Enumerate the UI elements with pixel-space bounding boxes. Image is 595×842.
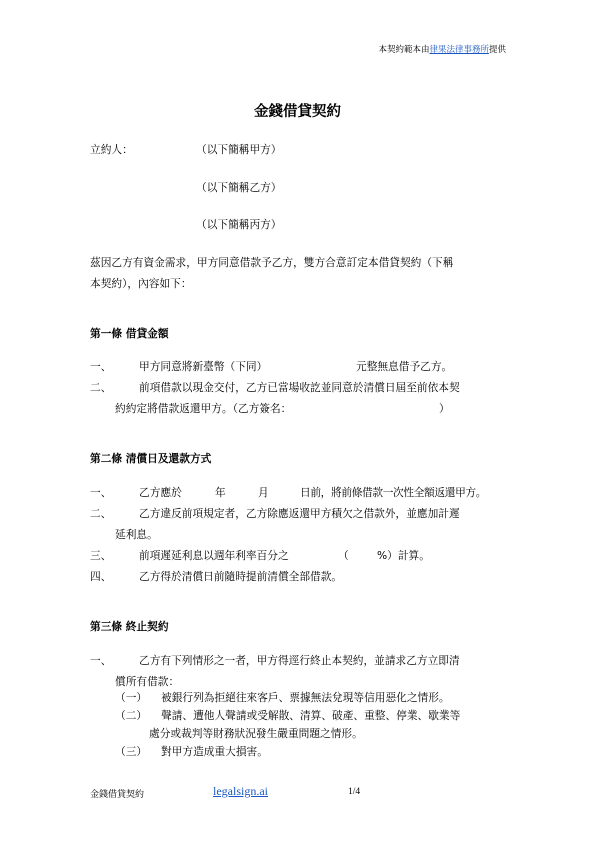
- article-2-item-4-text: 乙方得於清償日前隨時提前清償全部借款。: [139, 570, 343, 583]
- article-3-sub-1-no: （一）: [115, 691, 148, 704]
- article-2-item-1-text-c: 月: [258, 486, 269, 499]
- article-2-item-1-no: 一、: [90, 486, 112, 499]
- article-2-item-4-no: 四、: [90, 570, 112, 583]
- article-2-item-3-text-a: 前項遲延利息以週年利率百分之: [139, 549, 289, 562]
- article-2-item-3-text-b: （: [338, 549, 349, 562]
- parties-label: 立約人：: [90, 143, 133, 156]
- article-2-item-1-text-d: 日前，將前條借款一次性全額返還甲方。: [300, 486, 487, 499]
- article-2-item-1-text-b: 年: [215, 486, 226, 499]
- article-2-item-2-line-2: 延利息。: [115, 528, 158, 541]
- page-header: [378, 43, 506, 55]
- article-1-item-1-text-a: 甲方同意將新臺幣（下同）: [139, 360, 268, 373]
- article-3-item-1-line-2: 償所有借款：: [115, 675, 180, 688]
- preamble-line-2: 本契約），內容如下：: [90, 277, 192, 290]
- document-title: 金錢借貸契約: [254, 104, 341, 120]
- article-3-sub-2-line-1: 聲請、遭他人聲請或受解散、清算、破產、重整、停業、歇業等: [161, 709, 461, 722]
- article-1-item-2-line-2a: 約約定將借款返還甲方。（乙方簽名：: [115, 402, 292, 415]
- article-2-item-2-line-1: 乙方違反前項規定者，乙方除應返還甲方積欠之借款外，並應加計遲: [139, 507, 460, 520]
- article-1-item-1-no: 一、: [90, 360, 112, 373]
- article-3-item-1-line-1: 乙方有下列情形之一者，甲方得逕行終止本契約，並請求乙方立即清: [139, 654, 460, 667]
- footer-page-number: 1/4: [348, 787, 361, 797]
- article-3-heading: 第三條 終止契約: [90, 620, 169, 633]
- article-1-item-2-line-2b: ）: [439, 402, 450, 415]
- article-3-sub-3-text: 對甲方造成重大損害。: [161, 745, 268, 758]
- article-1-item-1-text-b: 元整無息借予乙方。: [356, 360, 453, 373]
- article-3-sub-2-line-2: 處分或裁判等財務狀況發生嚴重問題之情形。: [149, 727, 363, 740]
- article-3-sub-3-no: （三）: [115, 745, 148, 758]
- article-2-item-3-text-c: %）計算。: [377, 549, 430, 562]
- article-2-item-1-text-a: 乙方應於: [139, 486, 182, 499]
- article-2-heading: 第二條 清償日及還款方式: [90, 452, 212, 465]
- firm-link[interactable]: 律果法律事務所: [429, 45, 489, 55]
- preamble-line-1: 茲因乙方有資金需求，甲方同意借款予乙方，雙方合意訂定本借貸契約（下稱: [90, 256, 454, 269]
- party-c-line: （以下簡稱丙方）: [196, 218, 282, 231]
- article-1-item-2-no: 二、: [90, 381, 112, 394]
- header-suffix: 提供: [488, 45, 506, 55]
- article-1-heading: 第一條 借貸金額: [90, 327, 169, 340]
- article-3-sub-1-text: 被銀行列為拒絕往來客戶、票據無法兌現等信用惡化之情形。: [161, 691, 450, 704]
- article-2-item-3-no: 三、: [90, 549, 112, 562]
- footer-site-link[interactable]: legalsign.ai: [213, 784, 268, 798]
- article-3-sub-2-no: （二）: [115, 709, 148, 722]
- party-b-line: （以下簡稱乙方）: [196, 181, 282, 194]
- article-3-item-1-no: 一、: [90, 654, 112, 667]
- article-2-item-2-no: 二、: [90, 507, 112, 520]
- party-a-line: （以下簡稱甲方）: [196, 143, 282, 156]
- article-1-item-2-line-1: 前項借款以現金交付，乙方已當場收訖並同意於清償日屆至前依本契: [139, 381, 460, 394]
- header-prefix: 本契約範本由: [378, 45, 430, 55]
- footer-document-name: 金錢借貸契約: [90, 790, 145, 800]
